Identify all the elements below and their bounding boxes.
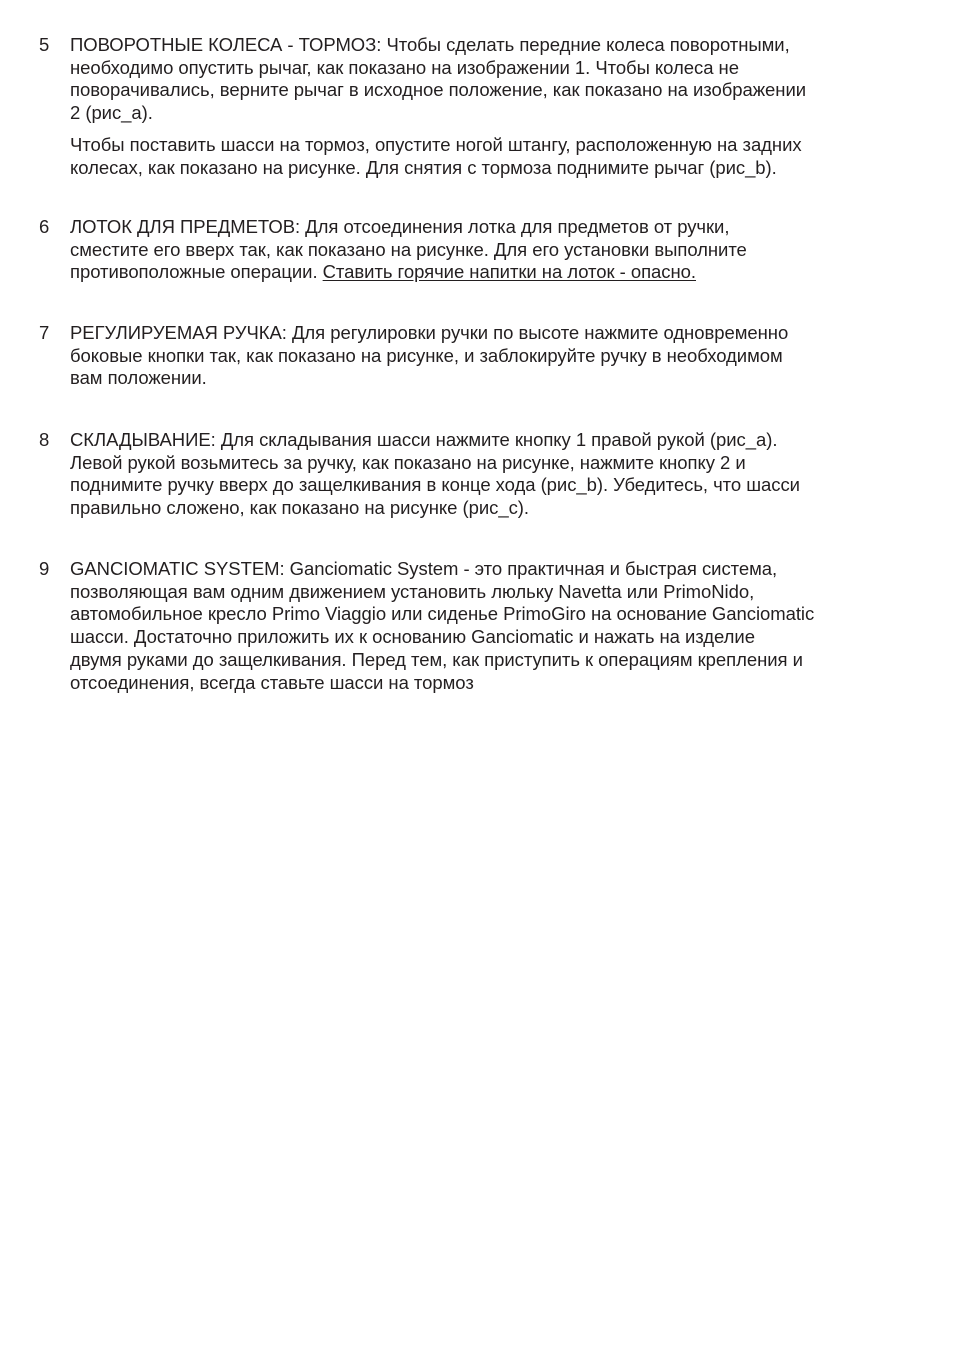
- section-number: 8: [39, 429, 50, 450]
- section-number: 9: [39, 558, 50, 579]
- text-line: Левой рукой возьмитесь за ручку, как показано на рисунке, нажмите кнопку 2 и: [70, 451, 746, 473]
- text-line: позволяющая вам одним движением установить люльку Navetta или PrimoNido,: [70, 580, 755, 602]
- text-line: вам положении.: [70, 367, 207, 389]
- section-paragraph: [70, 134, 930, 179]
- section-body: [70, 429, 930, 520]
- section-paragraph: [70, 216, 930, 284]
- text-line: боковые кнопки так, как показано на рисунке, и заблокируйте ручку в необходимом: [70, 344, 783, 366]
- text-line: шасси. Достаточно приложить их к основанию Ganciomatic и нажать на изделие: [70, 626, 755, 648]
- section-paragraph: [70, 558, 930, 694]
- text-line: необходимо опустить рычаг, как показано на изображении 1. Чтобы колеса не: [70, 56, 739, 78]
- text-line: правильно сложено, как показано на рисунке (рис_c).: [70, 497, 529, 519]
- text-line: Чтобы поставить шасси на тормоз, опустите ногой штангу, расположенную на задних: [70, 133, 802, 155]
- text-line: [70, 261, 930, 284]
- section-body: [70, 558, 930, 694]
- text-line: ПОВОРОТНЫЕ КОЛЕСА - ТОРМОЗ: Чтобы сделать передние колеса поворотными,: [70, 34, 790, 55]
- section-number: 7: [39, 322, 50, 343]
- section-number: 5: [39, 34, 50, 55]
- text-line: автомобильное кресло Primo Viaggio или сиденье PrimoGiro на основание Ganciomatic: [70, 603, 815, 625]
- text-line: колесах, как показано на рисунке. Для снятия с тормоза поднимите рычаг (рис_b).: [70, 156, 777, 178]
- section-paragraph: [70, 34, 930, 125]
- section-body: [70, 322, 930, 390]
- hot-drinks-warning: Ставить горячие напитки на лоток - опасно.: [322, 261, 696, 283]
- section-paragraph: [70, 429, 930, 520]
- text-line: двумя руками до защелкивания. Перед тем, как приступить к операциям крепления и: [70, 648, 803, 670]
- text-line: поднимите ручку вверх до защелкивания в конце хода (рис_b). Убедитесь, что шасси: [70, 474, 800, 496]
- text-line: СКЛАДЫВАНИЕ: Для складывания шасси нажмите кнопку 1 правой рукой (рис_a).: [70, 429, 778, 450]
- text-line: поворачивались, верните рычаг в исходное положение, как показано на изображении: [70, 79, 807, 101]
- text-plain: противоположные операции.: [70, 261, 323, 283]
- text-line: 2 (рис_a).: [70, 102, 153, 124]
- section-body: [70, 216, 930, 284]
- text-line: РЕГУЛИРУЕМАЯ РУЧКА: Для регулировки ручки по высоте нажмите одновременно: [70, 322, 789, 343]
- section-paragraph: [70, 322, 930, 390]
- text-line: GANCIOMATIC SYSTEM: Ganciomatic System - это практичная и быстрая система,: [70, 558, 778, 579]
- text-line: ЛОТОК ДЛЯ ПРЕДМЕТОВ: Для отсоединения лотка для предметов от ручки,: [70, 216, 730, 237]
- section-body: [70, 34, 930, 179]
- text-line: отсоединения, всегда ставьте шасси на тормоз: [70, 671, 474, 693]
- text-line: сместите его вверх так, как показано на рисунке. Для его установки выполните: [70, 238, 747, 260]
- section-number: 6: [39, 216, 50, 237]
